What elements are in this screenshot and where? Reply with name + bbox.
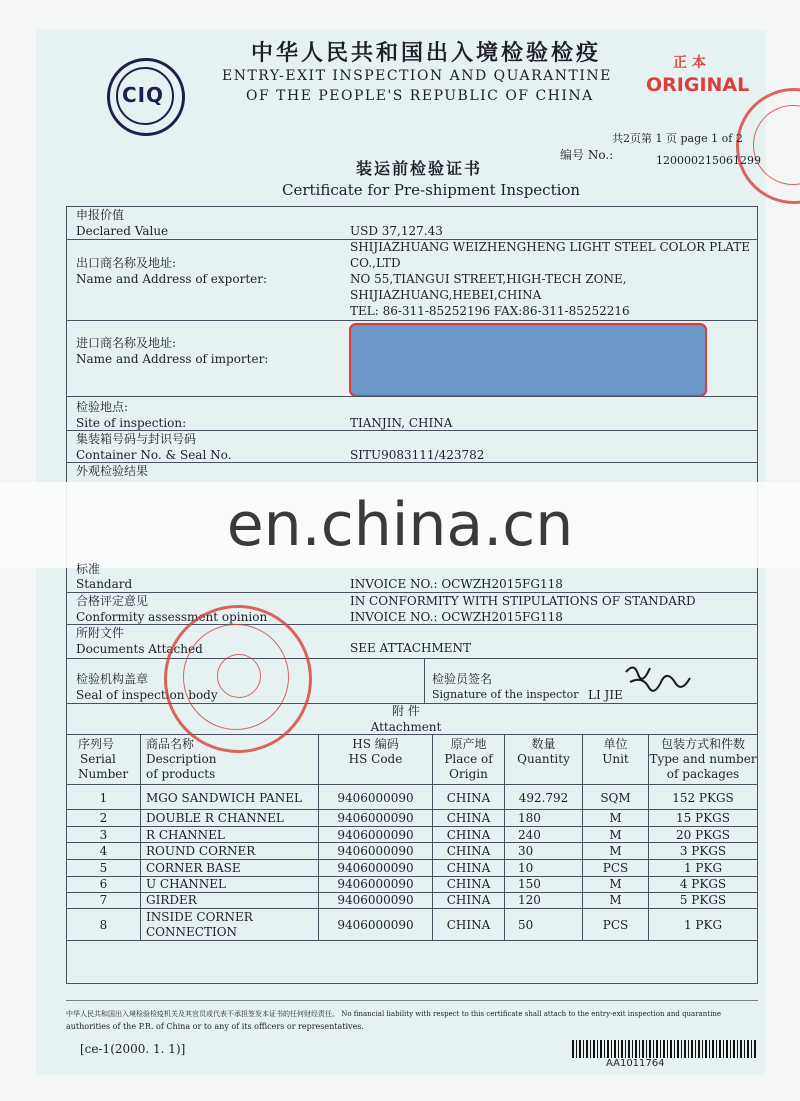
row-1-unit: SQM	[600, 791, 631, 805]
col-header-pkg-en1: Type and number	[649, 752, 757, 766]
row-5-unit: PCS	[602, 861, 629, 875]
declared-value: USD 37,127.43	[350, 224, 443, 238]
row-6-unit: M	[609, 877, 622, 891]
title-en-1: ENTRY-EXIT INSPECTION AND QUARANTINE	[222, 68, 612, 84]
exporter-line-2: CO.,LTD	[350, 256, 401, 270]
col-header-hs-en1: HS Code	[348, 752, 403, 766]
row-6-qty: 150	[518, 877, 541, 891]
conformity-line-2: INVOICE NO.: OCWZH2015FG118	[350, 610, 563, 624]
row-1-pkg: 152 PKGS	[672, 791, 734, 805]
row-1-desc: MGO SANDWICH PANEL	[146, 791, 302, 805]
conformity-label-en: Conformity assessment opinion	[76, 610, 268, 624]
row-5-desc: CORNER BASE	[146, 861, 241, 875]
page-info: 共2页第 1 页 page 1 of 2	[612, 132, 743, 145]
row-3-origin: CHINA	[446, 828, 491, 842]
row-1-no: 1	[99, 791, 108, 805]
row-1-hs: 9406000090	[337, 791, 414, 805]
row-5-hs: 9406000090	[337, 861, 414, 875]
row-7-no: 7	[99, 893, 108, 907]
row-3-hs: 9406000090	[337, 828, 414, 842]
row-5-no: 5	[99, 861, 108, 875]
signature-label-cn: 检验员签名	[432, 672, 493, 686]
col-header-serial-cn: 序列号	[78, 737, 115, 751]
importer-label-cn: 进口商名称及地址:	[76, 336, 177, 350]
col-header-origin-cn: 原产地	[450, 737, 487, 751]
footer-disclaimer-line-2: authorities of the P.R. of China or to any of its officers or representatives.	[66, 1022, 364, 1031]
row-7-hs: 9406000090	[337, 893, 414, 907]
inspector-signature-scribble	[620, 658, 692, 702]
row-3-pkg: 20 PKGS	[676, 828, 730, 842]
serial-number: 120000215061299	[656, 154, 761, 167]
col-header-origin-en2: Origin	[449, 767, 488, 781]
certificate-title-en: Certificate for Pre-shipment Inspection	[282, 181, 581, 199]
declared-value-label-cn: 申报价值	[76, 208, 125, 222]
attachment-title-en: Attachment	[370, 720, 442, 734]
row-4-unit: M	[609, 844, 622, 858]
exporter-line-4: SHIJIAZHUANG,HEBEI,CHINA	[350, 288, 542, 302]
row-4-origin: CHINA	[446, 844, 491, 858]
col-header-pkg-cn: 包装方式和件数	[660, 737, 745, 751]
col-header-serial-en1: Serial	[80, 752, 116, 766]
watermark-text: en.china.cn	[226, 490, 574, 560]
importer-redaction-box	[349, 323, 707, 397]
standard-value: INVOICE NO.: OCWZH2015FG118	[350, 577, 563, 591]
barcode	[572, 1040, 758, 1058]
row-2-qty: 180	[518, 811, 541, 825]
row-8-no: 8	[99, 918, 108, 932]
col-header-hs-cn: HS 编码	[352, 737, 399, 751]
exporter-line-3: NO 55,TIANGUI STREET,HIGH-TECH ZONE,	[350, 272, 627, 286]
row-6-origin: CHINA	[446, 877, 491, 891]
standard-label-cn: 标准	[76, 562, 101, 576]
standard-label-en: Standard	[76, 577, 133, 591]
ciq-logo: CIQ	[107, 58, 185, 136]
row-5-qty: 10	[518, 861, 534, 875]
col-header-unit-cn: 单位	[603, 737, 628, 751]
row-6-no: 6	[99, 877, 108, 891]
barcode-number: AA1011764	[606, 1058, 665, 1069]
row-7-pkg: 5 PKGS	[679, 893, 727, 907]
site-value: TIANJIN, CHINA	[350, 416, 453, 430]
documents-label-en: Documents Attached	[76, 642, 203, 656]
row-1-qty: 492.792	[518, 791, 569, 805]
row-2-origin: CHINA	[446, 811, 491, 825]
conformity-label-cn: 合格评定意见	[76, 594, 149, 608]
col-header-desc-en1: Description	[146, 752, 217, 766]
importer-label-en: Name and Address of importer:	[76, 352, 269, 366]
signature-label-en: Signature of the inspector	[432, 688, 579, 701]
certificate-title-cn: 装运前检验证书	[356, 159, 483, 178]
exporter-label-en: Name and Address of exporter:	[76, 272, 268, 286]
original-en: ORIGINAL	[646, 74, 750, 96]
row-2-pkg: 15 PKGS	[676, 811, 730, 825]
row-2-unit: M	[609, 811, 622, 825]
row-8-origin: CHINA	[446, 918, 491, 932]
serial-label: 编号 No.:	[560, 148, 614, 162]
row-4-desc: ROUND CORNER	[146, 844, 256, 858]
container-label-en: Container No. & Seal No.	[76, 448, 232, 462]
inspector-name: LI JIE	[588, 688, 623, 702]
row-1-origin: CHINA	[446, 791, 491, 805]
row-7-unit: M	[609, 893, 622, 907]
row-2-desc: DOUBLE R CHANNEL	[146, 811, 284, 825]
row-5-pkg: 1 PKG	[683, 861, 723, 875]
inspection-body-seal	[164, 605, 312, 753]
attachment-title-cn: 附 件	[392, 704, 420, 718]
conformity-line-1: IN CONFORMITY WITH STIPULATIONS OF STANDARD	[350, 594, 696, 608]
footer-rule	[66, 1000, 758, 1001]
col-header-unit-en1: Unit	[602, 752, 629, 766]
original-cn: 正 本	[673, 55, 706, 71]
seal-label-cn: 检验机构盖章	[76, 672, 149, 686]
row-4-qty: 30	[518, 844, 534, 858]
documents-label-cn: 所附文件	[76, 626, 125, 640]
col-header-qty-en1: Quantity	[517, 752, 570, 766]
exporter-line-5: TEL: 86-311-85252196 FAX:86-311-85252216	[350, 304, 630, 318]
row-6-pkg: 4 PKGS	[679, 877, 727, 891]
container-label-cn: 集装箱号码与封识号码	[76, 432, 197, 446]
col-header-desc-en2: of products	[146, 767, 216, 781]
row-7-desc: GIRDER	[146, 893, 197, 907]
col-header-desc-cn: 商品名称	[146, 737, 195, 751]
title-cn: 中华人民共和国出入境检验检疫	[251, 40, 602, 66]
title-en-2: OF THE PEOPLE'S REPUBLIC OF CHINA	[246, 88, 594, 104]
col-header-pkg-en2: of packages	[666, 767, 740, 781]
footer-disclaimer-line-1: 中华人民共和国出入境检验检疫机关及其官员或代表不承担签发本证书的任何财经责任。 No financial liability with respect to this certificate shall attach to the entry-exit inspection and quarantine	[66, 1010, 721, 1018]
site-label-en: Site of inspection:	[76, 416, 187, 430]
seal-label-en: Seal of inspection body	[76, 688, 218, 702]
col-header-origin-en1: Place of	[444, 752, 493, 766]
row-2-no: 2	[99, 811, 108, 825]
row-4-hs: 9406000090	[337, 844, 414, 858]
site-label-cn: 检验地点:	[76, 400, 129, 414]
declared-value-label-en: Declared Value	[76, 224, 169, 238]
row-6-desc: U CHANNEL	[146, 877, 226, 891]
exporter-line-1: SHIJIAZHUANG WEIZHENGHENG LIGHT STEEL COLOR PLATE	[350, 240, 750, 254]
row-3-unit: M	[609, 828, 622, 842]
row-8-unit: PCS	[602, 918, 629, 932]
row-8-qty: 50	[518, 918, 534, 932]
col-header-serial-en2: Number	[78, 767, 129, 781]
exporter-label-cn: 出口商名称及地址:	[76, 256, 177, 270]
row-3-qty: 240	[518, 828, 541, 842]
row-7-qty: 120	[518, 893, 541, 907]
row-6-hs: 9406000090	[337, 877, 414, 891]
row-5-origin: CHINA	[446, 861, 491, 875]
documents-value: SEE ATTACHMENT	[350, 641, 472, 655]
appearance-label-cn: 外观检验结果	[76, 464, 149, 478]
row-4-pkg: 3 PKGS	[679, 844, 727, 858]
row-3-no: 3	[99, 828, 108, 842]
row-8-hs: 9406000090	[337, 918, 414, 932]
row-8-desc: INSIDE CORNER	[146, 910, 253, 924]
row-4-no: 4	[99, 844, 108, 858]
row-7-origin: CHINA	[446, 893, 491, 907]
row-2-hs: 9406000090	[337, 811, 414, 825]
col-header-qty-cn: 数量	[531, 737, 556, 751]
row-8-desc-line-2: CONNECTION	[146, 925, 238, 939]
container-value: SITU9083111/423782	[350, 448, 485, 462]
row-3-desc: R CHANNEL	[146, 828, 225, 842]
form-code: [ce-1(2000. 1. 1)]	[80, 1042, 186, 1056]
row-8-pkg: 1 PKG	[683, 918, 723, 932]
